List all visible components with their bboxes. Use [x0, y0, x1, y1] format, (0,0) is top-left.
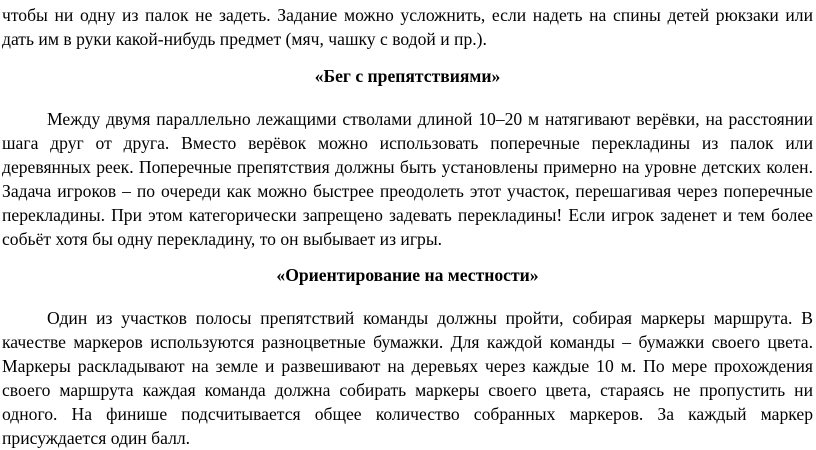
- section-heading-obstacle-run: «Бег с препятствиями»: [314, 66, 501, 86]
- intro-paragraph: чтобы ни одну из палок не задеть. Задание можно усложнить, если надеть на спины детей рюкзаки или дать им в руки какой-нибудь предмет (мяч, чашку с водой и пр.).: [2, 5, 813, 49]
- section-paragraph-orienteering: Один из участков полосы препятствий команды должны пройти, собирая маркеры маршрута. В качестве маркеров используются разноцветные бумажки. Для каждой команды – бумажки своего цвета. Маркеры раскладывают на земле и развешивают на деревьях через каждые 10 м. По мере прохождения своего маршрута каждая команда должна собирать маркеры своего цвета, стараясь не пропустить ни одного. На финише подсчитывается общее количество собранных маркеров. За каждый маркер присуждается один балл.: [2, 308, 813, 448]
- document-page: [0, 3, 816, 448]
- section-paragraph-obstacle-run: Между двумя параллельно лежащими стволами длиной 10–20 м натягивают верёвки, на расстоянии шага друг от друга. Вместо верёвок можно использовать поперечные перекладины из палок или деревянных реек. Поперечные препятствия должны быть установлены примерно на уровне детских колен. Задача игроков – по очереди как можно быстрее преодолеть этот участок, перешагивая через поперечные перекладины. При этом категорически запрещено задевать перекладины! Если игрок заденет и тем более собьёт хотя бы одну перекладину, то он выбывает из игры.: [2, 109, 813, 249]
- section-heading-orienteering: «Ориентирование на местности»: [276, 265, 539, 285]
